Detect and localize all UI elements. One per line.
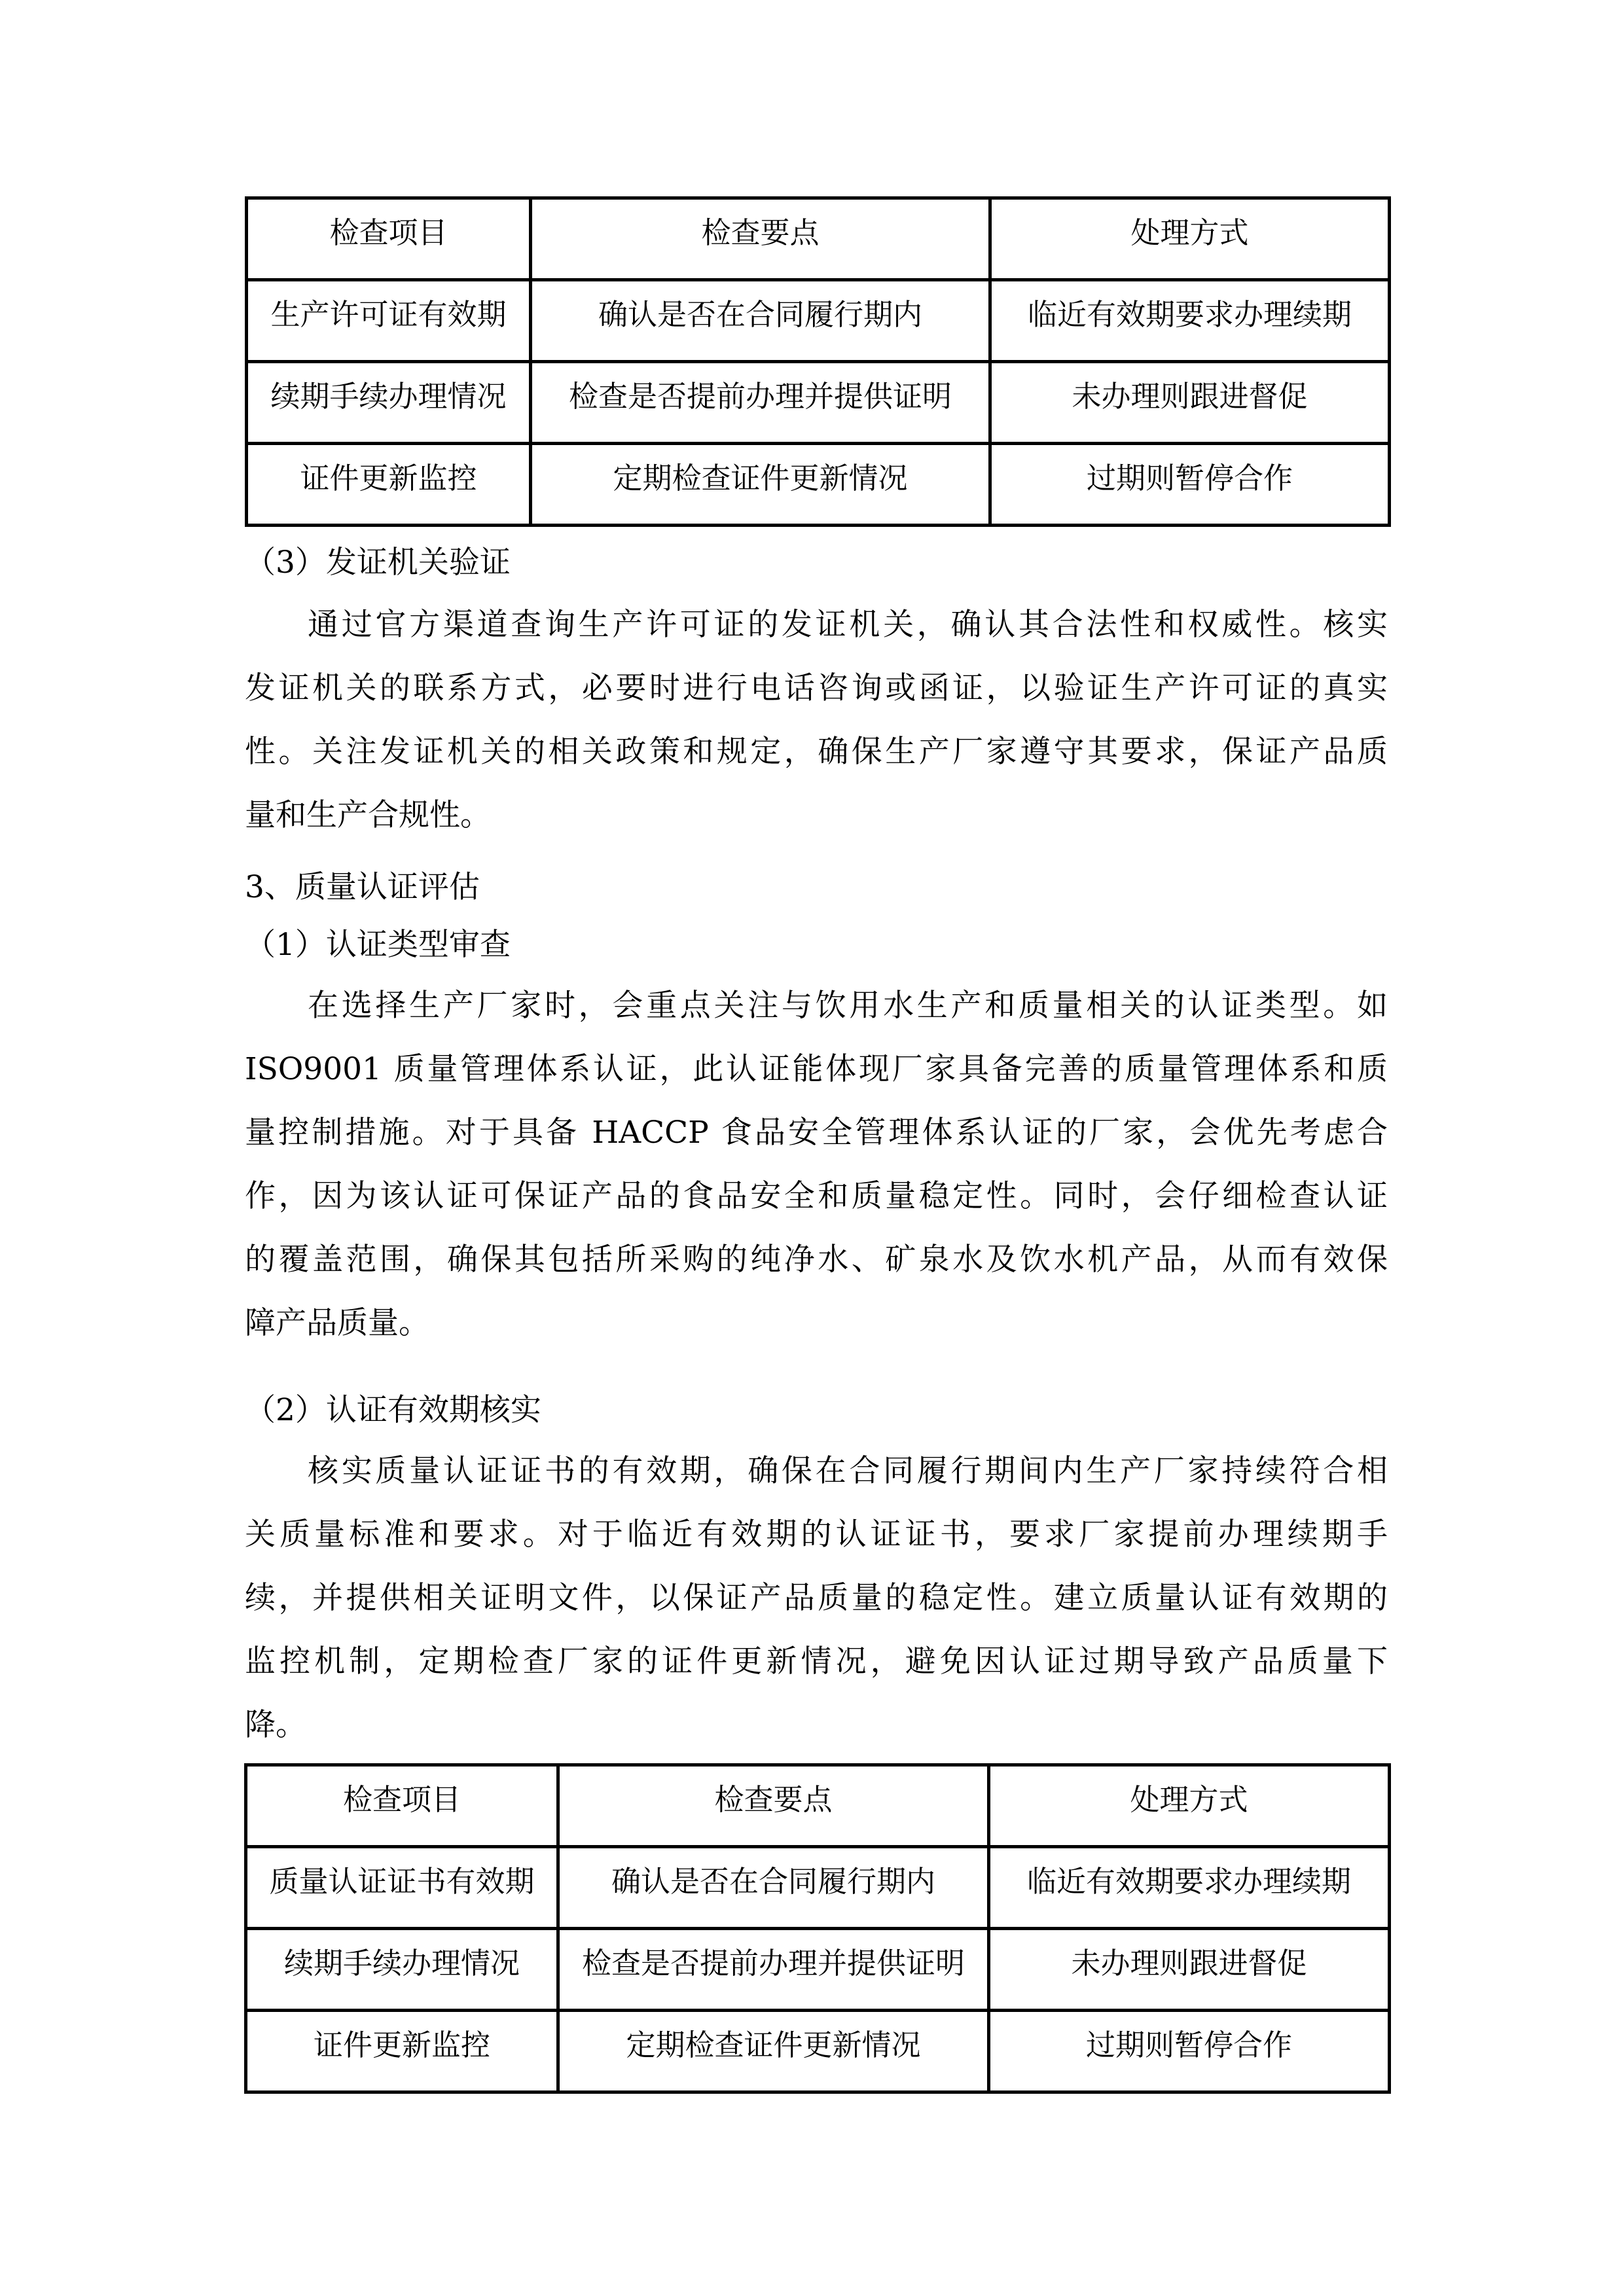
table-header-cell: 检查项目 [246, 1765, 558, 1847]
paragraph-line: 核实质量认证证书的有效期，确保在合同履行期间内生产厂家持续符合相 [308, 1453, 1388, 1489]
paragraph-line: 性。关注发证机关的相关政策和规定，确保生产厂家遵守其要求，保证产品质 [245, 734, 1388, 770]
table-header-cell: 检查项目 [247, 198, 531, 280]
table-row [246, 1847, 1390, 1929]
paragraph-line: 量和生产合规性。 [245, 797, 491, 833]
paragraph-line: 续，并提供相关证明文件，以保证产品质量的稳定性。建立质量认证有效期的 [245, 1580, 1388, 1616]
table-row [246, 2011, 1390, 2092]
paragraph-issuing-authority [245, 593, 1388, 847]
table-cell: 未办理则跟进督促 [990, 362, 1390, 444]
table-cell: 检查是否提前办理并提供证明 [531, 362, 990, 444]
paragraph-line: 量控制措施。对于具备 HACCP 食品安全管理体系认证的厂家，会优先考虑合 [245, 1115, 1388, 1151]
paragraph-certification-type [245, 974, 1388, 1355]
table-cell: 生产许可证有效期 [247, 280, 531, 362]
table-cell: 临近有效期要求办理续期 [989, 1847, 1390, 1929]
paragraph-line: 发证机关的联系方式，必要时进行电话咨询或函证，以验证生产许可证的真实 [245, 670, 1388, 706]
license-check-table [245, 196, 1391, 527]
table-header-row [247, 198, 1390, 280]
table-header-cell: 检查要点 [558, 1765, 989, 1847]
table-row [246, 1929, 1390, 2011]
table-cell: 过期则暂停合作 [989, 2011, 1390, 2092]
table-row [247, 362, 1390, 444]
table-header-cell: 处理方式 [989, 1765, 1390, 1847]
certification-check-table [244, 1763, 1391, 2094]
paragraph-line: ISO9001 质量管理体系认证，此认证能体现厂家具备完善的质量管理体系和质 [245, 1051, 1388, 1087]
paragraph-line: 降。 [245, 1707, 306, 1743]
paragraph-line: 在选择生产厂家时，会重点关注与饮用水生产和质量相关的认证类型。如 [308, 988, 1388, 1024]
table-cell: 确认是否在合同履行期内 [558, 1847, 989, 1929]
paragraph-certification-validity [245, 1439, 1388, 1757]
table-cell: 定期检查证件更新情况 [558, 2011, 989, 2092]
table-cell: 证件更新监控 [247, 444, 531, 526]
table-row [247, 444, 1390, 526]
table-cell: 临近有效期要求办理续期 [990, 280, 1390, 362]
table-cell: 过期则暂停合作 [990, 444, 1390, 526]
paragraph-line: 监控机制，定期检查厂家的证件更新情况，避免因认证过期导致产品质量下 [245, 1643, 1388, 1679]
table-cell: 证件更新监控 [246, 2011, 558, 2092]
paragraph-line: 的覆盖范围，确保其包括所采购的纯净水、矿泉水及饮水机产品，从而有效保 [245, 1242, 1388, 1278]
table-cell: 确认是否在合同履行期内 [531, 280, 990, 362]
table-cell: 未办理则跟进督促 [989, 1929, 1390, 2011]
table-header-cell: 处理方式 [990, 198, 1390, 280]
table-header-cell: 检查要点 [531, 198, 990, 280]
subsection-heading: （2）认证有效期核实 [245, 1392, 541, 1428]
table-cell: 续期手续办理情况 [246, 1929, 558, 2011]
paragraph-line: 关质量标准和要求。对于临近有效期的认证证书，要求厂家提前办理续期手 [245, 1516, 1388, 1552]
paragraph-line: 障产品质量。 [245, 1305, 429, 1341]
table-cell: 续期手续办理情况 [247, 362, 531, 444]
paragraph-line: 通过官方渠道查询生产许可证的发证机关，确认其合法性和权威性。核实 [308, 607, 1388, 643]
section-heading: （3）发证机关验证 [245, 545, 511, 581]
table-cell: 检查是否提前办理并提供证明 [558, 1929, 989, 2011]
table-cell: 质量认证证书有效期 [246, 1847, 558, 1929]
table-header-row [246, 1765, 1390, 1847]
table-row [247, 280, 1390, 362]
subsection-heading: （1）认证类型审查 [245, 927, 511, 963]
section-heading: 3、质量认证评估 [245, 869, 480, 905]
paragraph-line: 作，因为该认证可保证产品的食品安全和质量稳定性。同时，会仔细检查认证 [245, 1178, 1388, 1214]
table-cell: 定期检查证件更新情况 [531, 444, 990, 526]
